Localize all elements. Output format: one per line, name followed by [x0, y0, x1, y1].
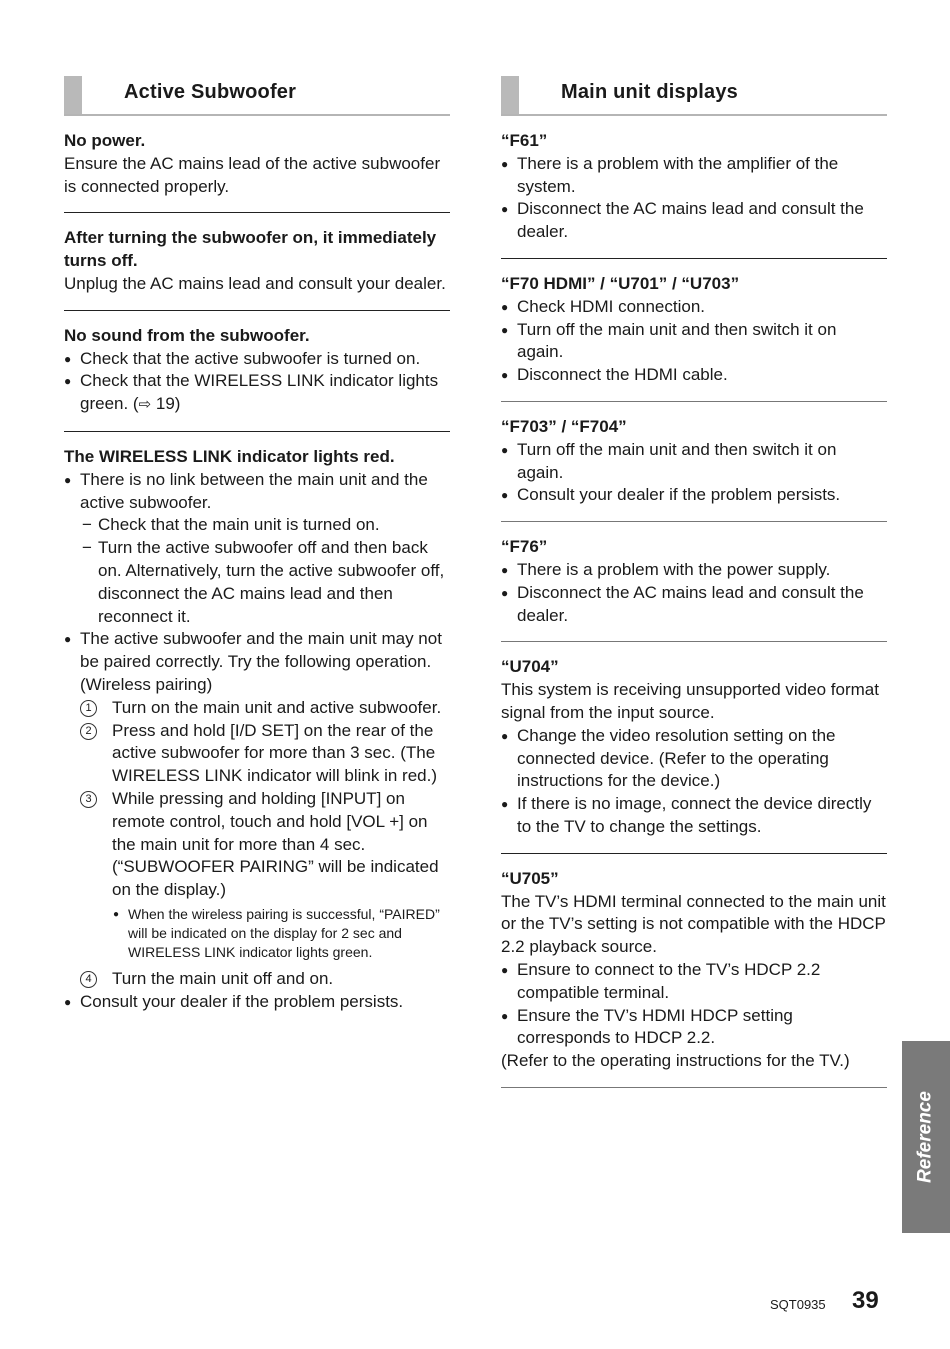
- issue-no-power: [64, 130, 450, 213]
- document-code: SQT0935: [770, 1297, 826, 1312]
- list-item: ● Ensure the TV’s HDMI HDCP setting corresponds to HDCP 2.2.: [501, 1005, 887, 1051]
- list-item: ● Disconnect the AC mains lead and consult the dealer.: [501, 198, 887, 244]
- list-item: ● If there is no image, connect the device directly to the TV to change the settings.: [501, 793, 887, 839]
- list-item: ● There is a problem with the power supply.: [501, 559, 887, 582]
- list-item: ● Ensure to connect to the TV’s HDCP 2.2 compatible terminal.: [501, 959, 887, 1005]
- step-item: 2 Press and hold [I/D SET] on the rear of the active subwoofer for more than 3 sec. (The WIRELESS LINK indicator will blink in red.): [80, 720, 450, 788]
- list-item: ● There is no link between the main unit and the active subwoofer. − Check that the main unit is turned on. − Turn the active subwoofer off and then back on. Alternatively, turn the active subwoofer off, disconnect the AC mains lead and then reconnect it.: [64, 469, 450, 629]
- display-f703: [501, 416, 887, 522]
- list-item: ● Disconnect the HDMI cable.: [501, 364, 887, 387]
- display-code: “F76”: [501, 537, 548, 557]
- display-f70: [501, 273, 887, 402]
- list-item: ● Turn off the main unit and then switch it on again.: [501, 319, 887, 365]
- display-f61: [501, 130, 887, 259]
- list-item: ● Change the video resolution setting on the connected device. (Refer to the operating instructions for the device.): [501, 725, 887, 793]
- issue-title: No sound from the subwoofer.: [64, 325, 310, 345]
- display-code: “F61”: [501, 131, 548, 150]
- left-column: [64, 76, 450, 1042]
- issue-title: The WIRELESS LINK indicator lights red.: [64, 446, 395, 466]
- issue-title: No power.: [64, 131, 146, 150]
- step-item: 4 Turn the main unit off and on.: [80, 968, 450, 991]
- section-heading-active-subwoofer: [64, 76, 450, 116]
- issue-text: Unplug the AC mains lead and consult your dealer.: [64, 273, 446, 293]
- dash-item: − Turn the active subwoofer off and then back on. Alternatively, turn the active subwoofer off, disconnect the AC mains lead and then reconnect it.: [82, 537, 450, 628]
- heading-bar: [501, 76, 519, 114]
- display-code: “U705”: [501, 868, 559, 888]
- issue-turns-off: [64, 227, 450, 310]
- list-item: ● Check that the active subwoofer is turned on.: [64, 348, 450, 371]
- side-tab-label: Reference: [914, 1091, 936, 1183]
- list-item: ● Check that the WIRELESS LINK indicator lights green. (⇨ 19): [64, 370, 450, 417]
- issue-no-sound: [64, 325, 450, 432]
- step-item: 3 While pressing and holding [INPUT] on remote control, touch and hold [VOL +] on the main unit for more than 4 sec. (“SUBWOOFER PAIRING” will be indicated on the display.) ● When the wireless pairing is successful, “PAIRED” will be indicated on the display for 2 sec and WIRELESS LINK indicator lights green.: [80, 788, 450, 962]
- list-item: ● Consult your dealer if the problem persists.: [501, 484, 887, 507]
- list-item: ● Check HDMI connection.: [501, 296, 887, 319]
- heading-text: Main unit displays: [561, 81, 738, 103]
- display-code: “F70 HDMI” / “U701” / “U703”: [501, 273, 740, 293]
- issue-text: Ensure the AC mains lead of the active subwoofer is connected properly.: [64, 153, 441, 196]
- display-code: “U704”: [501, 657, 559, 677]
- right-column: [501, 76, 887, 1102]
- dash-item: − Check that the main unit is turned on.: [82, 514, 450, 537]
- display-text: The TV’s HDMI terminal connected to the main unit or the TV’s setting is not compatible with the HDCP 2.2 playback source.: [501, 891, 886, 957]
- display-text: This system is receiving unsupported video format signal from the input source.: [501, 680, 879, 722]
- display-u705: [501, 868, 887, 1088]
- list-item: ● The active subwoofer and the main unit may not be paired correctly. Try the following operation. (Wireless pairing): [64, 628, 450, 696]
- display-note: (Refer to the operating instructions for the TV.): [501, 1051, 850, 1071]
- heading-text: Active Subwoofer: [124, 81, 297, 103]
- display-f76: [501, 536, 887, 642]
- circled-number-icon: 1: [80, 700, 97, 717]
- section-heading-main-unit-displays: [501, 76, 887, 116]
- list-item: ● Disconnect the AC mains lead and consult the dealer.: [501, 582, 887, 628]
- issue-title: After turning the subwoofer on, it immediately turns off.: [64, 228, 437, 271]
- display-code: “F703” / “F704”: [501, 416, 627, 436]
- step-item: 1 Turn on the main unit and active subwoofer.: [80, 697, 450, 720]
- arrow-icon: ⇨: [138, 396, 152, 414]
- list-item: ● Turn off the main unit and then switch it on again.: [501, 439, 887, 485]
- note-item: ● When the wireless pairing is successful, “PAIRED” will be indicated on the display for 2 sec and WIRELESS LINK indicator lights green.: [112, 905, 450, 962]
- issue-wireless-red: [64, 446, 450, 1028]
- list-item: ● There is a problem with the amplifier of the system.: [501, 153, 887, 199]
- page-number: 39: [852, 1287, 879, 1314]
- circled-number-icon: 3: [80, 791, 97, 808]
- display-u704: [501, 656, 887, 853]
- circled-number-icon: 4: [80, 971, 97, 988]
- reference-side-tab: [902, 1041, 950, 1233]
- circled-number-icon: 2: [80, 723, 97, 740]
- heading-bar: [64, 76, 82, 114]
- list-item: ● Consult your dealer if the problem persists.: [64, 991, 450, 1014]
